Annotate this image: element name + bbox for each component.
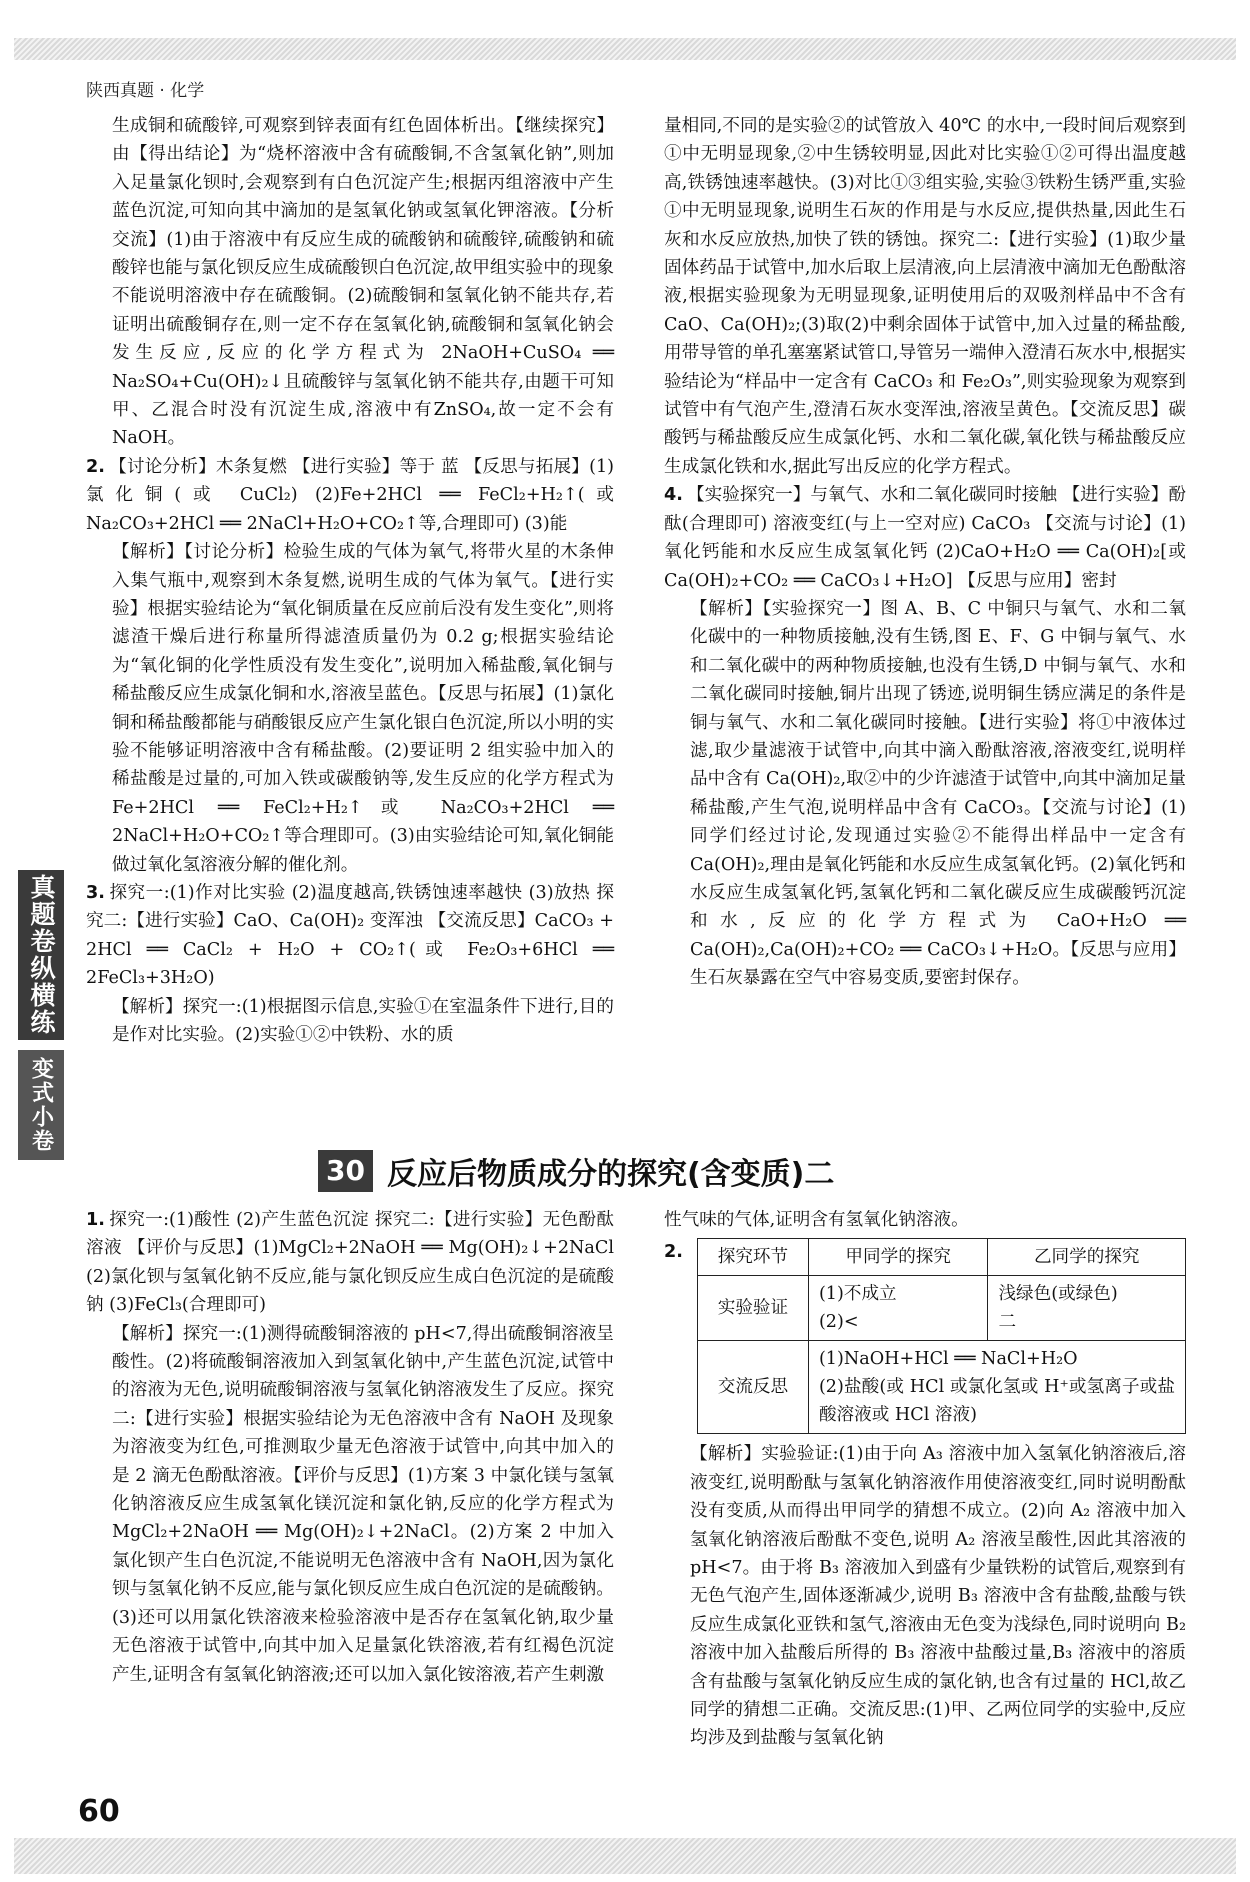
cell-line: 浅绿色(或绿色) xyxy=(998,1284,1118,1305)
bottom-decor-bar xyxy=(14,1838,1236,1874)
question-number: 2. xyxy=(664,1242,683,1263)
table-cell xyxy=(988,1276,1186,1341)
side-tab-sub: 变式小卷 xyxy=(18,1050,64,1160)
cell-line: (1)NaOH+HCl ══ NaCl+H₂O xyxy=(818,1349,1078,1370)
question-number: 1. xyxy=(86,1210,105,1230)
table-header-cell: 甲同学的探究 xyxy=(808,1239,988,1276)
top-decor-bar xyxy=(14,38,1236,60)
paragraph: 生成铜和硫酸锌,可观察到锌表面有红色固体析出。【继续探究】由【得出结论】为“烧杯溶液中含有硫酸铜,不含氢氧化钠”,则加入足量氯化钡时,会观察到有白色沉淀产生;根据丙组溶液中产生蓝色沉淀,可知向其中滴加的是氢氧化钠或氢氧化钾溶液。【分析交流】(1)由于溶液中有反应生成的硫酸钠和硫酸锌,硫酸钠和硫酸锌也能与氯化钡反应生成硫酸钡白色沉淀,故甲组实验中的现象不能说明溶液中存在硫酸铜。(2)硫酸铜和氢氧化钠不能共存,若证明出硫酸铜存在,则一定不存在氢氧化钠,硫酸铜和氢氧化钠会发生反应,反应的化学方程式为 2NaOH+CuSO₄ ══ Na₂SO₄+Cu(OH)₂↓且硫酸锌与氢氧化钠不能共存,由题干可知甲、乙混合时没有沉淀生成,溶液中有ZnSO₄,故一定不会有 NaOH。 xyxy=(112,116,614,449)
table-row xyxy=(697,1341,1185,1434)
answer-b2 xyxy=(664,1234,1186,1440)
answer-text: 探究一:(1)作对比实验 (2)温度越高,铁锈蚀速率越快 (3)放热 探究二:【进行实验】CaO、Ca(OH)₂ 变浑浊 【交流反思】CaCO₃ + 2HCl ══ CaCl₂ + H₂O + CO₂↑(或 Fe₂O₃+6HCl ══ 2FeCl₃+3H₂O) xyxy=(86,882,614,989)
answer-table xyxy=(697,1238,1186,1434)
question-number: 4. xyxy=(664,485,683,506)
page-header: 陕西真题 · 化学 xyxy=(86,81,205,101)
table-cell: 实验验证 xyxy=(697,1276,808,1341)
analysis-3: 【解析】探究一:(1)根据图示信息,实验①在室温条件下进行,目的是作对比实验。(2)实验①②中铁粉、水的质 xyxy=(112,996,614,1045)
analysis-b1-cont: 性气味的气体,证明含有氢氧化钠溶液。 xyxy=(664,1210,969,1230)
column-left-top xyxy=(86,112,614,1049)
column-left-bottom xyxy=(86,1206,614,1689)
answer-text: 【实验探究一】与氧气、水和二氧化碳同时接触 【进行实验】酚酞(合理即可) 溶液变红(与上一空对应) CaCO₃ 【交流与讨论】(1)氧化钙能和水反应生成氢氧化钙 (2)CaO+H₂O ══ Ca(OH)₂[或 Ca(OH)₂+CO₂ ══ CaCO₃↓+H₂O] 【反思与应用】密封 xyxy=(664,485,1186,591)
section-title-text: 反应后物质成分的探究(含变质)二 xyxy=(386,1157,835,1192)
side-tab-main: 真题卷纵横练 xyxy=(18,870,64,1040)
answer-2 xyxy=(86,453,614,538)
table-cell xyxy=(808,1276,988,1341)
analysis-b2: 【解析】实验验证:(1)由于向 A₃ 溶液中加入氢氧化钠溶液后,溶液变红,说明酚酞与氢氧化钠溶液作用使溶液变红,同时说明酚酞没有变质,从而得出甲同学的猜想不成立。(2)向 A₂ 溶液中加入氢氧化钠溶液后酚酞不变色,说明 A₂ 溶液呈酸性,因此其溶液的 pH<7。由于将 B₃ 溶液加入到盛有少量铁粉的试管后,观察到有无色气泡产生,固体逐渐减少,说明 B₃ 溶液中含有盐酸,盐酸与铁反应生成氯化亚铁和氢气,溶液由无色变为浅绿色,同时说明向 B₂ 溶液中加入盐酸后所得的 B₃ 溶液中盐酸过量,B₃ 溶液中的溶质含有盐酸与氢氧化钠反应生成的氯化钠,也含有过量的 HCl,故乙同学的猜想二正确。交流反思:(1)甲、乙两位同学的实验中,反应均涉及到盐酸与氢氧化钠 xyxy=(690,1444,1186,1749)
table-row xyxy=(697,1276,1185,1341)
question-number: 2. xyxy=(86,456,105,477)
section-number: 30 xyxy=(318,1150,373,1192)
table-header-row xyxy=(697,1239,1185,1276)
answer-text: 【讨论分析】木条复燃 【进行实验】等于 蓝 【反思与拓展】(1)氯化铜(或 CuCl₂) (2)Fe+2HCl ══ FeCl₂+H₂↑(或 Na₂CO₃+2HCl ══ 2NaCl+H₂O+CO₂↑等,合理即可) (3)能 xyxy=(86,456,614,534)
answer-4 xyxy=(664,481,1186,595)
cell-line: (1)不成立 xyxy=(818,1284,897,1305)
page-number: 60 xyxy=(78,1794,120,1829)
table-cell xyxy=(808,1341,1185,1434)
cell-line: (2)盐酸(或 HCl 或氯化氢或 H⁺或氢离子或盐酸溶液或 HCl 溶液) xyxy=(818,1377,1175,1426)
cell-line: 二 xyxy=(998,1312,1017,1333)
answer-b1 xyxy=(86,1206,614,1320)
analysis-2: 【解析】【讨论分析】检验生成的气体为氧气,将带火星的木条伸入集气瓶中,观察到木条复燃,说明生成的气体为氧气。【进行实验】根据实验结论为“氧化铜质量在反应前后没有发生变化”,则将滤渣干燥后进行称量所得滤渣质量仍为 0.2 g;根据实验结论为“氧化铜的化学性质没有发生变化”,说明加入稀盐酸,氧化铜与稀盐酸反应生成氯化铜和水,溶液呈蓝色。【反思与拓展】(1)氯化铜和稀盐酸都能与硝酸银反应产生氯化银白色沉淀,所以小明的实验不能够证明溶液中含有稀盐酸。(2)要证明 2 组实验中加入的稀盐酸是过量的,可加入铁或碳酸钠等,发生反应的化学方程式为 Fe+2HCl ══ FeCl₂+H₂↑或 Na₂CO₃+2HCl ══ 2NaCl+H₂O+CO₂↑等合理即可。(3)由实验结论可知,氧化铜能做过氧化氢溶液分解的催化剂。 xyxy=(112,542,614,875)
answer-text: 探究一:(1)酸性 (2)产生蓝色沉淀 探究二:【进行实验】无色酚酞溶液 【评价与反思】(1)MgCl₂+2NaOH ══ Mg(OH)₂↓+2NaCl (2)氯化钡与氢氧化钠不反应,能与氯化钡反应生成白色沉淀的是硫酸钠 (3)FeCl₃(合理即可) xyxy=(86,1210,614,1316)
analysis-4: 【解析】【实验探究一】图 A、B、C 中铜只与氧气、水和二氧化碳中的一种物质接触,没有生锈,图 E、F、G 中铜与氧气、水和二氧化碳中的两种物质接触,也没有生锈,D 中铜与氧气、水和二氧化碳同时接触,铜片出现了锈迹,说明铜生锈应满足的条件是铜与氧气、水和二氧化碳同时接触。【进行实验】将①中液体过滤,取少量滤液于试管中,向其中滴入酚酞溶液,溶液变红,说明样品中含有 Ca(OH)₂,取②中的少许滤渣于试管中,向其中滴加足量稀盐酸,产生气泡,说明样品中含有 CaCO₃。【交流与讨论】(1)同学们经过讨论,发现通过实验②不能得出样品中一定含有 Ca(OH)₂,理由是氧化钙能和水反应生成氢氧化钙。(2)氧化钙和水反应生成氢氧化钙,氢氧化钙和二氧化碳反应生成碳酸钙沉淀和水,反应的化学方程式为 CaO+H₂O ══ Ca(OH)₂,Ca(OH)₂+CO₂ ══ CaCO₃↓+H₂O。【反思与应用】生石灰暴露在空气中容易变质,要密封保存。 xyxy=(690,598,1186,989)
analysis-b1: 【解析】探究一:(1)测得硫酸铜溶液的 pH<7,得出硫酸铜溶液呈酸性。(2)将硫酸铜溶液加入到氢氧化钠中,产生蓝色沉淀,试管中的溶液为无色,说明硫酸铜溶液与氢氧化钠溶液发生了反应。探究二:【进行实验】根据实验结论为无色溶液中含有 NaOH 及现象为溶液变为红色,可推测取少量无色溶液于试管中,向其中加入的是 2 滴无色酚酞溶液。【评价与反思】(1)方案 3 中氯化镁与氢氧化钠溶液反应生成氢氧化镁沉淀和氯化钠,反应的化学方程式为 MgCl₂+2NaOH ══ Mg(OH)₂↓+2NaCl。(2)方案 2 中加入氯化钡产生白色沉淀,不能说明无色溶液中含有 NaOH,因为氯化钡与氢氧化钠不反应,能与氯化钡反应生成白色沉淀的是硫酸钠。(3)还可以用氯化铁溶液来检验溶液中是否存在氢氧化钠,取少量无色溶液于试管中,向其中加入足量氯化铁溶液,若有红褐色沉淀产生,证明含有氢氧化钠溶液;还可以加入氯化铵溶液,若产生刺激 xyxy=(112,1323,614,1685)
analysis-3-cont: 量相同,不同的是实验②的试管放入 40℃ 的水中,一段时间后观察到①中无明显现象,②中生锈较明显,因此对比实验①②可得出温度越高,铁锈蚀速率越快。(3)对比①③组实验,实验③铁粉生锈严重,实验①中无明显现象,说明生石灰的作用是与水反应,提供热量,因此生石灰和水反应放热,加快了铁的锈蚀。探究二:【进行实验】(1)取少量固体药品于试管中,加水后取上层清液,向上层清液中滴加无色酚酞溶液,根据实验现象为无明显现象,证明使用后的双吸剂样品中不含有 CaO、Ca(OH)₂;(3)取(2)中剩余固体于试管中,加入过量的稀盐酸,用带导管的单孔塞塞紧试管口,导管另一端伸入澄清石灰水中,根据实验结论为“样品中一定含有 CaCO₃ 和 Fe₂O₃”,则实验现象为观察到试管中有气泡产生,澄清石灰水变浑浊,溶液呈黄色。【交流反思】碳酸钙与稀盐酸反应生成氯化钙、水和二氧化碳,氧化铁与稀盐酸反应生成氯化铁和水,据此写出反应的化学方程式。 xyxy=(664,116,1186,477)
section-title xyxy=(318,1148,834,1194)
column-right-top xyxy=(664,112,1186,993)
table-header-cell: 探究环节 xyxy=(697,1239,808,1276)
question-number: 3. xyxy=(86,882,105,903)
answer-3 xyxy=(86,879,614,993)
table-cell: 交流反思 xyxy=(697,1341,808,1434)
table-header-cell: 乙同学的探究 xyxy=(988,1239,1186,1276)
cell-line: (2)< xyxy=(818,1312,859,1333)
column-right-bottom xyxy=(664,1206,1186,1753)
